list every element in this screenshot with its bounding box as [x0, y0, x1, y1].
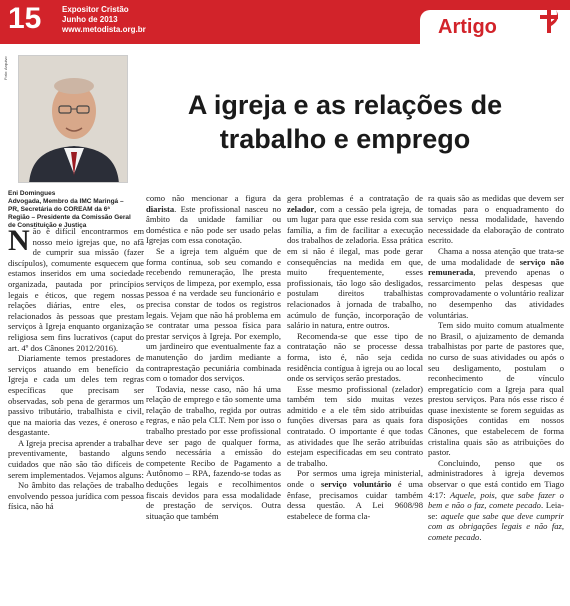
page-number: 15 [8, 2, 42, 35]
drop-cap: N [8, 224, 30, 257]
paragraph: Não é difícil encontrarmos em nosso meio igrejas que, no afã de cumprir sua missão (fazer discípulos), comumente esquecem que estamos inseridos em uma sociedade organizada, pautada por princípios legais e éticos, que regem nossas relações diárias, entre eles, os relacionados às pessoas que prestam serviços à Igreja enquanto organização religiosa sem fins lucrativos (caput do art. 4º dos Cânones 2012/2016). [8, 224, 144, 353]
paragraph: gera problemas é a contratação de zelador, com a cessão pela igreja, de um lugar para que esse resida com sua família, a fim de facilitar a execução dos trabalhos de zeladoria. Essa prática em si não é ilegal, mas pode gerar consequências na medida em que, muito frequentemente, esses profissionais, tão logo são desligados, postulam direitos trabalhistas relacionados à jornada de trabalho, acúmulo de função, incorporação de salário in natura, entre outros. [287, 193, 423, 331]
paragraph: Diariamente temos prestadores de serviços atuando em benefício da Igreja e cada um deles tem regras específicas que precisam ser observadas, sob pena de gerarmos um passivo tributário, trabalhista e civil, que na maioria das vezes, é oneroso e desgastante. [8, 353, 144, 438]
paragraph: A Igreja precisa aprender a trabalhar preventivamente, bastando alguns cuidados que não são tão difíceis de serem implementados. Vejamos alguns: [8, 437, 144, 480]
author-portrait-image [19, 56, 128, 183]
paragraph: No âmbito das relações de trabalho envolvendo pessoa jurídica com pessoa física, não há [8, 480, 144, 512]
paragraph: Chama a nossa atenção que trata-se de uma modalidade de serviço não remunerada, prevendo apenas o ressarcimento pelas despesas que comprovadamente o voluntário realizar no desempenho das atividades voluntárias. [428, 245, 564, 320]
headline-line-2: trabalho e emprego [219, 124, 471, 154]
article-column-3 [287, 193, 423, 521]
section-title: Artigo [438, 16, 497, 38]
page-header [0, 0, 570, 44]
headline-line-1: A igreja e as relações de [187, 90, 503, 120]
publication-info [62, 5, 146, 35]
article-column-4 [428, 193, 564, 543]
publication-website[interactable]: www.metodista.org.br [62, 25, 146, 34]
paragraph: Esse mesmo profissional (zelador) também tem sido muitas vezes admitido e a ele têm sido atribuídas funções diversas para as quais fora contratado. O importante é que todas as atividades que lhe serão atribuídas estejam especificadas em seu contrato de trabalho. [287, 383, 423, 468]
article-column-2 [146, 193, 281, 521]
photo-credit: Foto: Arquivo [3, 56, 8, 80]
author-name: Eni Domingues [8, 190, 56, 197]
paragraph: Por sermos uma igreja ministerial, onde o serviço voluntário é uma ênfase, precisamos cuidar também dessa questão. A Lei 9608/98 estabelece de forma cla- [287, 468, 423, 521]
paragraph: Recomenda-se que esse tipo de contratação não se processe dessa forma, isto é, não seja cedida residência contígua à igreja ou ao local onde os serviços serão prestados. [287, 330, 423, 384]
paragraph: como não mencionar a figura da diarista. Este profissional nasceu no âmbito da unidade familiar ou doméstica e não pode ser usado pelas Igrejas com essa conotação. [146, 193, 281, 246]
paragraph: Concluindo, penso que os administradores à igreja devemos observar o que está contido em Tiago 4:17: Aquele, pois, que sabe fazer o bem e não o faz, comete pecado. Leia-se: aquele que sabe que deve cumprir com as obrigações legais e não faz, comete pecado. [428, 457, 564, 542]
paragraph: ra quais são as medidas que devem ser tomadas para o enquadramento do serviço nessa modalidade, havendo necessidade da elaboração de contrato escrito. [428, 193, 564, 246]
publication-date: Junho de 2013 [62, 15, 118, 24]
article-column-1 [8, 226, 144, 512]
author-bio: Advogada, Membro da IMC Maringá – PR, Secretária do COREAM da 6ª Região – Presidente da Comissão Geral de Constituição e Justiça [8, 198, 131, 229]
publication-name: Expositor Cristão [62, 5, 129, 14]
paragraph: Tem sido muito comum atualmente no Brasil, o ajuizamento de demanda trabalhistas por parte de pastores que, no curso de suas atividades ou após o seu desligamento, postulam o reconhecimento de vínculo empregatício com a Igreja para qual prestou serviços. Para nós esse risco é quase inexistente se forem seguidas as disposições contidas em nossos Cânones, que estabelecem de forma cristalina quais são as atribuições do pastor. [428, 320, 564, 458]
author-photo [18, 55, 128, 183]
paragraph: Todavia, nesse caso, não há uma relação de emprego e tão somente uma relação de trabalho, regida por outras regras, e não pela CLT. Nem por isso o trabalho prestado por esse profissional deve ser pago de qualquer forma, sendo necessária a emissão do competente Recibo de Pagamento a Autônomo – RPA, fazendo-se todas as deduções legais e recolhimentos fiscais devidos para essa modalidade de prestação de serviços. Outra situação que também [146, 383, 281, 521]
cross-flame-icon [534, 6, 564, 36]
article-headline [140, 88, 550, 156]
paragraph: Se a igreja tem alguém que de forma contínua, sob seu comando e recebendo remuneração, lhe presta serviços de limpeza, por exemplo, essa pessoa é na verdade seu funcionário e precisa constar de todos os registros legais. Vejam que não há problema em se contratar uma pessoa física para prestar serviços à Igreja. Por exemplo, um jardineiro que eventualmente faz a manutenção do jardim mediante a contraprestação pecuniária combinada com o tomador dos serviços. [146, 245, 281, 384]
